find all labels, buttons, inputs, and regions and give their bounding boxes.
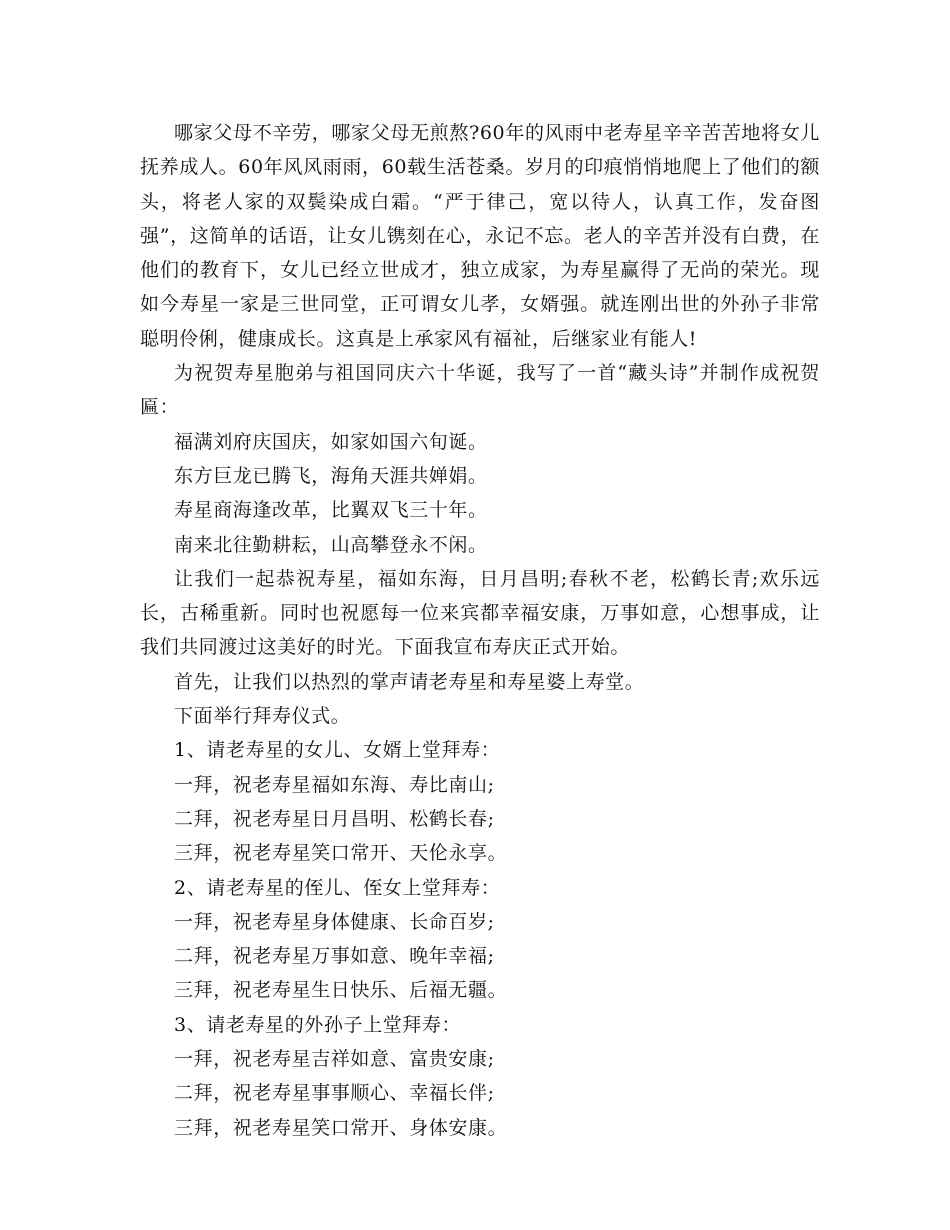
paragraph-welcome: 首先，让我们以热烈的掌声请老寿星和寿星婆上寿堂。 [174,670,645,693]
ceremony-line: 三拜，祝老寿星笑口常开、天伦永享。 [174,842,508,865]
paragraph-ceremony-intro: 下面举行拜寿仪式。 [174,705,351,728]
paragraph-poem-intro: 为祝贺寿星胞弟与祖国同庆六十华诞，我写了一首“藏头诗”并制作成祝贺匾： [140,362,820,419]
ceremony-line: 一拜，祝老寿星福如东海、寿比南山; [174,773,495,796]
ceremony-heading: 3、请老寿星的外孙子上堂拜寿： [174,1013,462,1036]
paragraph-parents-praise: 哪家父母不辛劳，哪家父母无煎熬?60年的风雨中老寿星辛辛苦苦地将女儿抚养成人。60年风风雨雨，60载生活苍桑。岁月的印痕悄悄地爬上了他们的额头，将老人家的双鬓染成白霜。“严于律己，宽以待人，认真工作，发奋图强”，这简单的话语，让女儿镌刻在心，永记不忘。老人的辛苦并没有白费，在他们的教育下，女儿已经立世成才，独立成家，为寿星赢得了无尚的荣光。现如今寿星一家是三世同堂，正可谓女儿孝，女婿强。就连刚出世的外孙子非常聪明伶俐，健康成长。这真是上承家风有福祉，后继家业有能人! [140,122,820,350]
ceremony-line: 二拜，祝老寿星日月昌明、松鹤长春; [174,807,495,830]
poem-line: 福满刘府庆国庆，如家如国六旬诞。 [174,430,488,453]
ceremony-line: 二拜，祝老寿星事事顺心、幸福长伴; [174,1082,495,1105]
paragraph-blessing: 让我们一起恭祝寿星，福如东海，日月昌明;春秋不老，松鹤长青;欢乐远长，古稀重新。同时也祝愿每一位来宾都幸福安康，万事如意，心想事成，让我们共同渡过这美好的时光。下面我宣布寿庆正式开始。 [140,567,820,659]
ceremony-line: 一拜，祝老寿星吉祥如意、富贵安康; [174,1048,495,1071]
ceremony-line: 一拜，祝老寿星身体健康、长命百岁; [174,910,495,933]
acrostic-poem [140,425,820,562]
ceremony-line: 三拜，祝老寿星笑口常开、身体安康。 [174,1116,508,1139]
ceremony-heading: 1、请老寿星的女儿、女婿上堂拜寿： [174,739,501,762]
ceremony-line: 三拜，祝老寿星生日快乐、后福无疆。 [174,979,508,1002]
ceremony-list [140,733,820,1145]
poem-line: 东方巨龙已腾飞，海角天涯共婵娟。 [174,464,488,487]
poem-line: 寿星商海逢改革，比翼双飞三十年。 [174,499,488,522]
ceremony-line: 二拜，祝老寿星万事如意、晚年幸福; [174,945,495,968]
poem-line: 南来北往勤耕耘，山高攀登永不闲。 [174,533,488,556]
ceremony-heading: 2、请老寿星的侄儿、侄女上堂拜寿： [174,876,501,899]
document-body [140,116,820,1145]
